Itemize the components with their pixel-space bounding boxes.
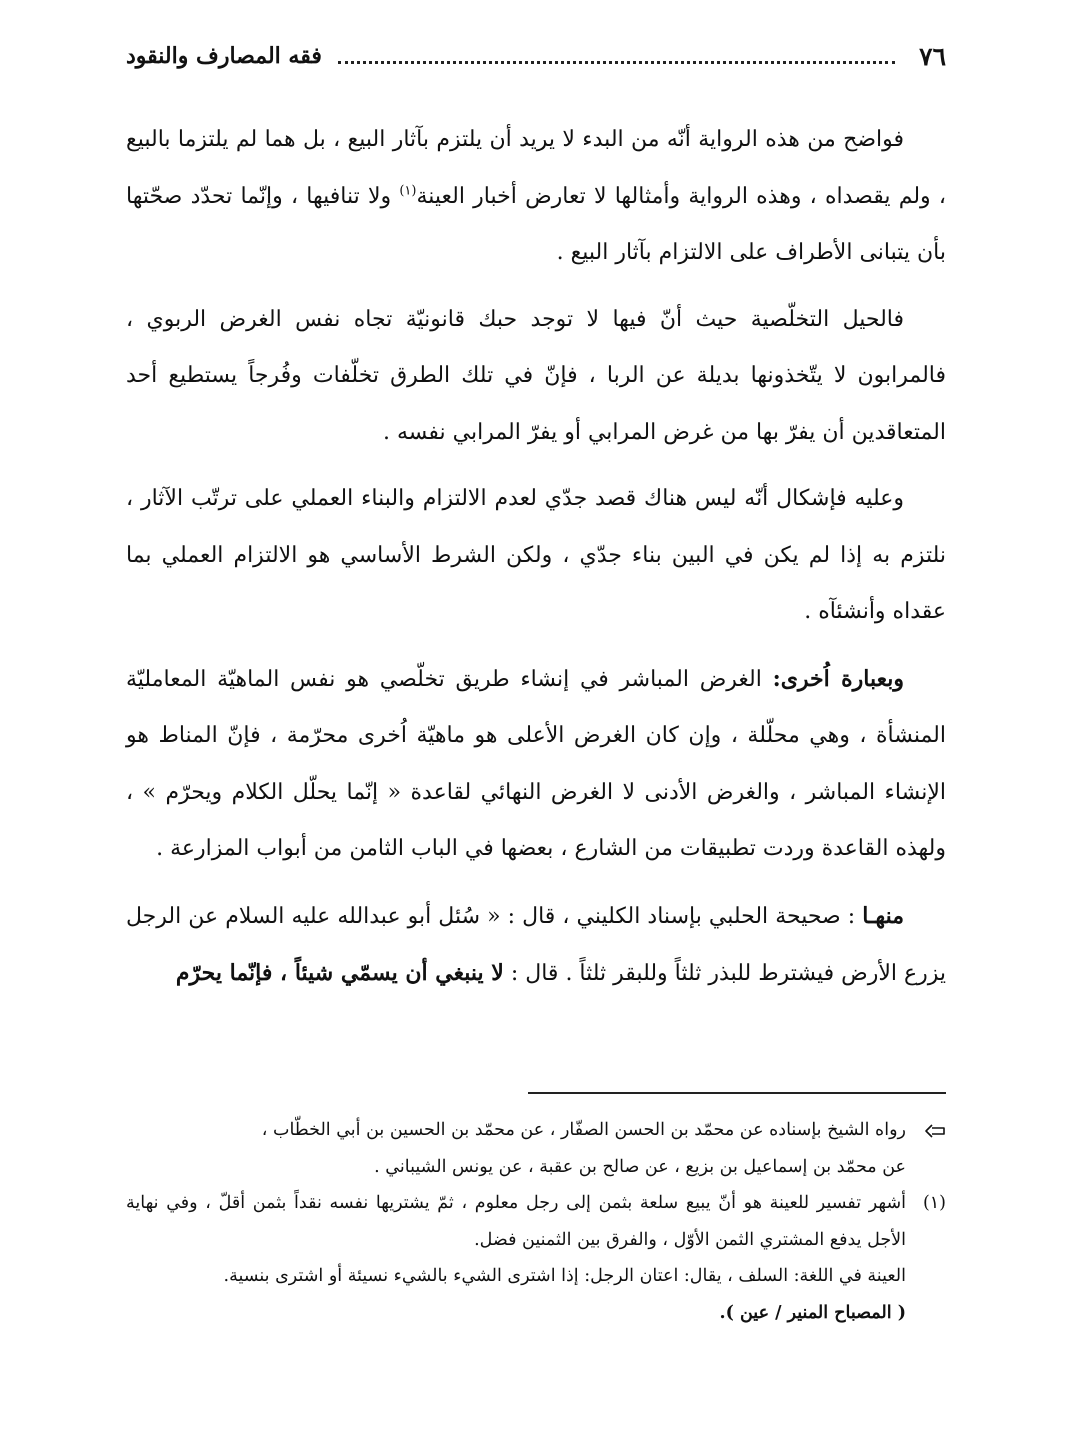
page-header bbox=[126, 36, 946, 76]
paragraph-5-text: : صحيحة الحلبي بإسناد الكليني ، قال : « سُئل أبو عبدالله عليه السلام عن الرجل يزرع الأرض فيشترط للبذر ثلثاً وللبقر ثلثاً . قال : bbox=[126, 903, 946, 986]
footnote-1-source: ( المصباح المنير / عين ). bbox=[719, 1302, 906, 1323]
paragraph-5-bold-quote: لا ينبغي أن يسمّي شيئاً ، فإنّما يحرّم bbox=[175, 960, 504, 986]
footnotes bbox=[126, 1112, 946, 1331]
paragraph-1-text-end: ولا تنافيها ، وإنّما تحدّد صحّتها بأن يتبانى الأطراف على الالتزام بآثار البيع . bbox=[126, 183, 946, 265]
footnote-ref-1[interactable]: (١) bbox=[399, 183, 417, 199]
paragraph-3: وعليه فإشكال أنّه ليس هناك قصد جدّي لعدم الالتزام والبناء العملي على ترتّب الآثار ، نلتزم به إذا لم يكن في البين بناء جدّي ، ولكن الشرط الأساسي هو الالتزام العملي بما عقداه وأنشئآه . bbox=[126, 486, 946, 624]
footnote-separator bbox=[528, 1092, 946, 1094]
footnote-1-text: أشهر تفسير للعينة هو أنّ يبيع سلعة بثمن إلى رجل معلوم ، ثمّ يشتريها نفسه نقداً بثمن أقلّ ، وفي نهاية الأجل يدفع المشتري الثمن الأوّل ، والفرق بين الثمنين فضل. bbox=[126, 1193, 906, 1250]
paragraph-4-text: الغرض المباشر في إنشاء طريق تخلّصي هو نفس الماهيّة المعامليّة المنشأة ، وهي محلّلة ، وإن كان الغرض الأعلى هو ماهيّة اُخرى محرّمة ، فإنّ المناط هو الإنشاء المباشر ، والغرض الأدنى لا الغرض النهائي لقاعدة « إنّما يحلّل الكلام ويحرّم » ، ولهذه القاعدة وردت تطبيقات من الشارع ، بعضها في الباب الثامن من أبواب المزارعة . bbox=[126, 666, 946, 861]
arrow-left-icon bbox=[906, 1112, 946, 1185]
paragraph-5-lead: منهـا bbox=[862, 902, 904, 929]
page-number: ٧٦ bbox=[919, 41, 946, 71]
footnote-arrow-line-2: عن محمّد بن إسماعيل بن بزيع ، عن صالح بن عقبة ، عن يونس الشيباني . bbox=[374, 1156, 906, 1177]
paragraph-2: فالحيل التخلّصية حيث أنّ فيها لا توجد حبك قانونيّة تجاه نفس الغرض الربوي ، فالمرابون لا يتّخذونها بديلة عن الربا ، فإنّ في تلك الطرق تخلّفات وفُرجاً يستطيع أحد المتعاقدين أن يفرّ بها من غرض المرابي أو يفرّ المرابي نفسه . bbox=[126, 306, 946, 445]
paragraph-4-lead: وبعبارة اُخرى: bbox=[772, 665, 905, 692]
paragraph-4 bbox=[126, 651, 946, 878]
paragraph-5 bbox=[126, 888, 946, 1003]
paragraph-1-text: فواضح من هذه الرواية أنّه من البدء لا يريد أن يلتزم بآثار البيع ، بل هما لم يلتزما بالبيع ، ولم يقصداه ، وهذه الرواية وأمثالها لا تعارض أخبار العينة bbox=[126, 127, 946, 209]
footnote-1-continuation: العينة في اللغة: السلف ، يقال: اعتان الرجل: إذا اشترى الشيء بالشيء نسيئة أو اشترى بنسية. bbox=[223, 1266, 906, 1286]
main-text bbox=[126, 112, 946, 1013]
footnote-arrow bbox=[126, 1112, 946, 1185]
paragraph-1 bbox=[126, 112, 946, 282]
footnote-1-mark: (١) bbox=[922, 1193, 946, 1213]
running-title: فقه المصارف والنقود bbox=[126, 43, 322, 69]
footnote-arrow-line-1: رواه الشيخ بإسناده عن محمّد بن الحسن الصفّار ، عن محمّد بن الحسين بن أبي الخطّاب ، bbox=[261, 1120, 906, 1140]
footnote-1 bbox=[126, 1185, 946, 1258]
header-dotted-leader bbox=[338, 61, 895, 64]
